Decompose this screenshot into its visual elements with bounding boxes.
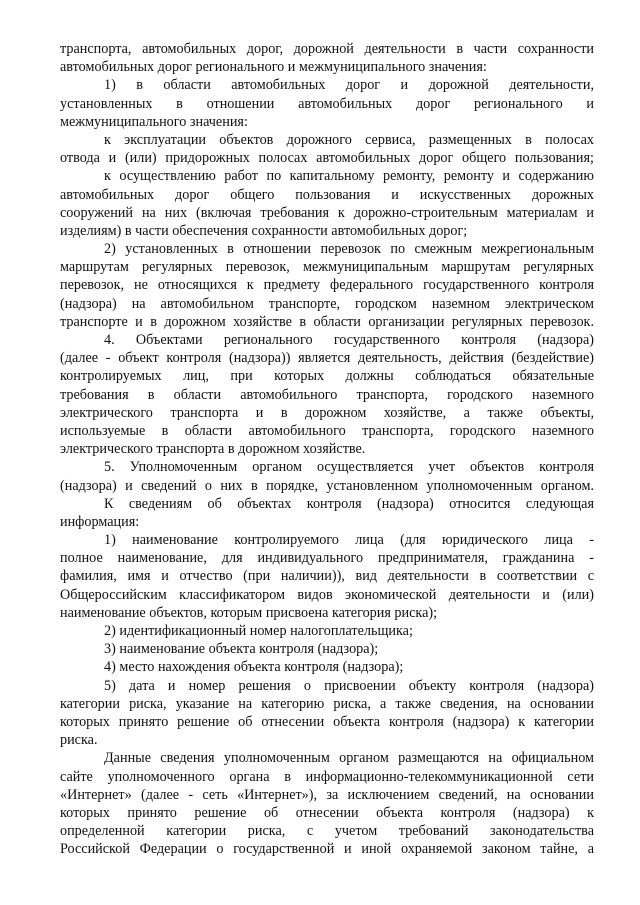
text-line: 5. Уполномоченным органом осуществляется учет объектов контроля (104, 459, 594, 476)
text-line: сооружений на них (включая требования к дорожно-строительным материалам и (60, 204, 594, 221)
text-line: которых принято решение об отнесении объекта контроля (надзора) к категории (60, 713, 594, 730)
text-line: категории риска, указание на категорию риска, а также сведения, на основании (60, 695, 594, 712)
text-line: (далее - объект контроля (надзора)) является деятельность, действия (бездействие) (60, 350, 594, 367)
text-line: наименование объектов, которым присвоена категория риска); (60, 604, 438, 621)
text-line: 4. Объектами регионального государственного контроля (надзора) (104, 332, 594, 348)
text-line: сайте уполномоченного органа в информационно-телекоммуникационной сети (60, 768, 594, 785)
text-line: используемые в области автомобильного транспорта, городского наземного (60, 422, 594, 439)
document-body-text (60, 40, 594, 858)
text-line: контролируемых лиц, при которых должны соблюдаться обязательные (60, 368, 594, 385)
text-line: 4) место нахождения объекта контроля (надзора); (104, 659, 404, 676)
text-line: 1) наименование контролируемого лица (для юридического лица - (104, 532, 594, 549)
text-line: К сведениям об объектах контроля (надзора) относится следующая (104, 495, 594, 512)
text-line: определенной категории риска, с учетом требований законодательства (60, 823, 594, 840)
text-line: маршрутам регулярных перевозок, межмуниципальным маршрутам регулярных (60, 259, 594, 276)
text-line: электрического транспорта в дорожном хозяйстве. (60, 441, 366, 458)
text-line: автомобильных дорог общего пользования и искусственных дорожных (60, 186, 594, 203)
text-line: Данные сведения уполномоченным органом размещаются на официальном (104, 750, 594, 767)
text-line: к осуществлению работ по капитальному ремонту, ремонту и содержанию (104, 168, 594, 185)
text-line: (надзора) и сведений о них в порядке, установленном уполномоченным органом. (60, 477, 594, 494)
text-line: к эксплуатации объектов дорожного сервиса, размещенных в полосах (104, 131, 594, 148)
text-line: 2) установленных в отношении перевозок по смежным межрегиональным (104, 241, 594, 258)
text-line: межмуниципального значения: (60, 113, 248, 130)
text-line: изделиям) в части обеспечения сохранности автомобильных дорог; (60, 222, 468, 239)
text-line: Российской Федерации о государственной и иной охраняемой законом тайне, а (60, 841, 594, 858)
text-line: транспорта, автомобильных дорог, дорожной деятельности в части сохранности (60, 41, 594, 57)
text-line: информация: (60, 513, 140, 530)
text-line: автомобильных дорог регионального и межмуниципального значения: (60, 59, 487, 76)
text-line: (надзора) на автомобильном транспорте, городском наземном электрическом (60, 295, 594, 312)
text-line: электрического транспорта и в дорожном хозяйстве, а также объекты, (60, 404, 594, 421)
text-line: «Интернет» (далее - сеть «Интернет»), за исключением сведений, на основании (60, 786, 594, 803)
text-line: перевозок, не относящихся к предмету федерального государственного контроля (60, 277, 594, 294)
text-line: установленных в отношении автомобильных дорог регионального и (60, 95, 594, 112)
text-line: отвода и (или) придорожных полосах автомобильных дорог общего пользования; (60, 150, 594, 167)
text-line: полное наименование, для индивидуального предпринимателя, гражданина - (60, 550, 594, 567)
text-line: которых принято решение об отнесении объекта контроля (надзора) к (60, 804, 594, 821)
text-line: Общероссийским классификатором видов экономической деятельности и (или) (60, 586, 594, 603)
text-line: 1) в области автомобильных дорог и дорожной деятельности, (104, 77, 594, 94)
text-line: риска. (60, 732, 98, 749)
text-line: требования в области автомобильного транспорта, городского наземного (60, 386, 594, 403)
text-line: 3) наименование объекта контроля (надзора); (104, 641, 379, 658)
text-line: 2) идентификационный номер налогоплательщика; (104, 623, 413, 639)
text-line: транспорте и в дорожном хозяйстве в области организации регулярных перевозок. (60, 313, 594, 330)
text-line: фамилия, имя и отчество (при наличии)), вид деятельности в соответствии с (60, 568, 594, 585)
text-line: 5) дата и номер решения о присвоении объекту контроля (надзора) (104, 677, 594, 694)
